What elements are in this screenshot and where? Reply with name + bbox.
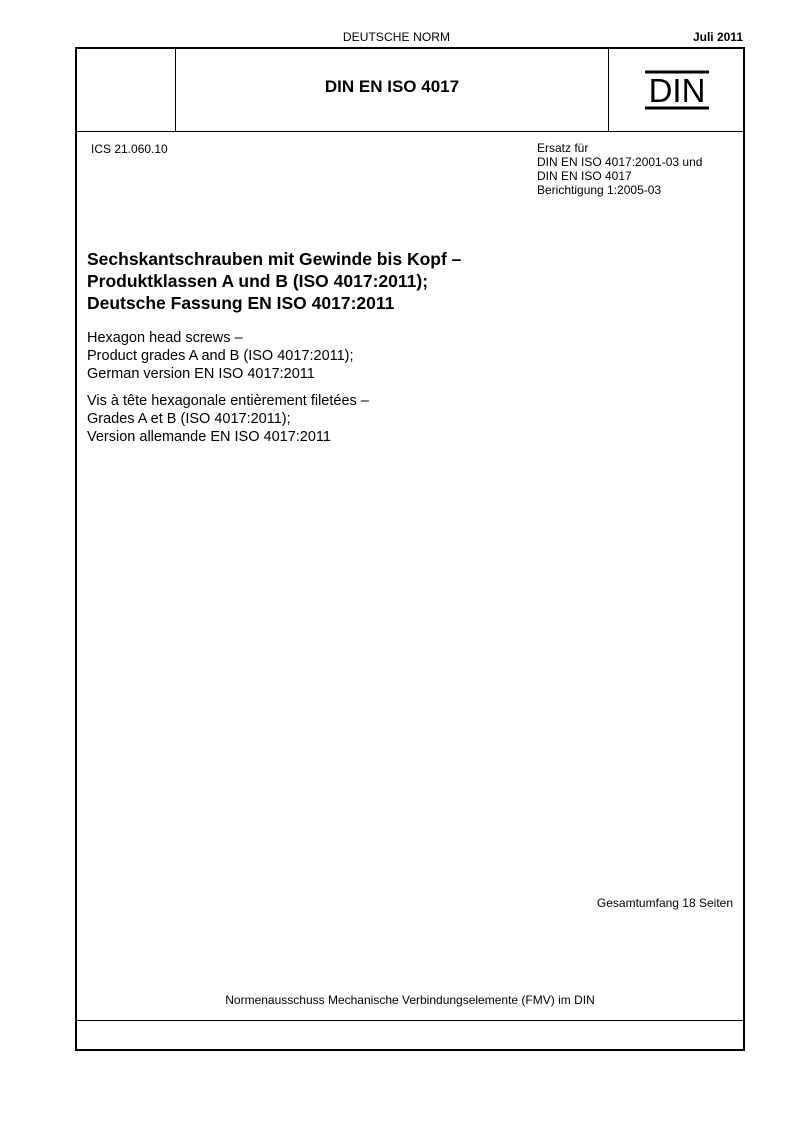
din-logo xyxy=(645,69,709,111)
title-english: Hexagon head screws – Product grades A and B (ISO 4017:2011); German version EN ISO 4017:2011 xyxy=(87,330,354,382)
title-french: Vis à tête hexagonale entièrement filetées – Grades A et B (ISO 4017:2011); Version allemande EN ISO 4017:2011 xyxy=(87,393,369,445)
din-logo-text: DIN xyxy=(648,72,706,109)
document-number: DIN EN ISO 4017 xyxy=(324,77,460,96)
committee-name: Normenausschuss Mechanische Verbindungselemente (FMV) im DIN xyxy=(225,993,595,1007)
title-german: Sechskantschrauben mit Gewinde bis Kopf – Produktklassen A und B (ISO 4017:2011); Deutsche Fassung EN ISO 4017:2011 xyxy=(87,249,462,313)
footer-divider xyxy=(77,1020,743,1021)
total-pages: Gesamtumfang 18 Seiten xyxy=(596,896,733,910)
ics-code: ICS 21.060.10 xyxy=(91,142,168,156)
cover-frame xyxy=(75,47,745,1051)
replaces-note: Ersatz für DIN EN ISO 4017:2001-03 und DIN EN ISO 4017 Berichtigung 1:2005-03 xyxy=(537,141,703,197)
header-row xyxy=(77,49,743,132)
publication-date: Juli 2011 xyxy=(692,30,743,44)
norm-type-label: DEUTSCHE NORM xyxy=(342,30,451,44)
header-divider-right xyxy=(608,49,609,131)
